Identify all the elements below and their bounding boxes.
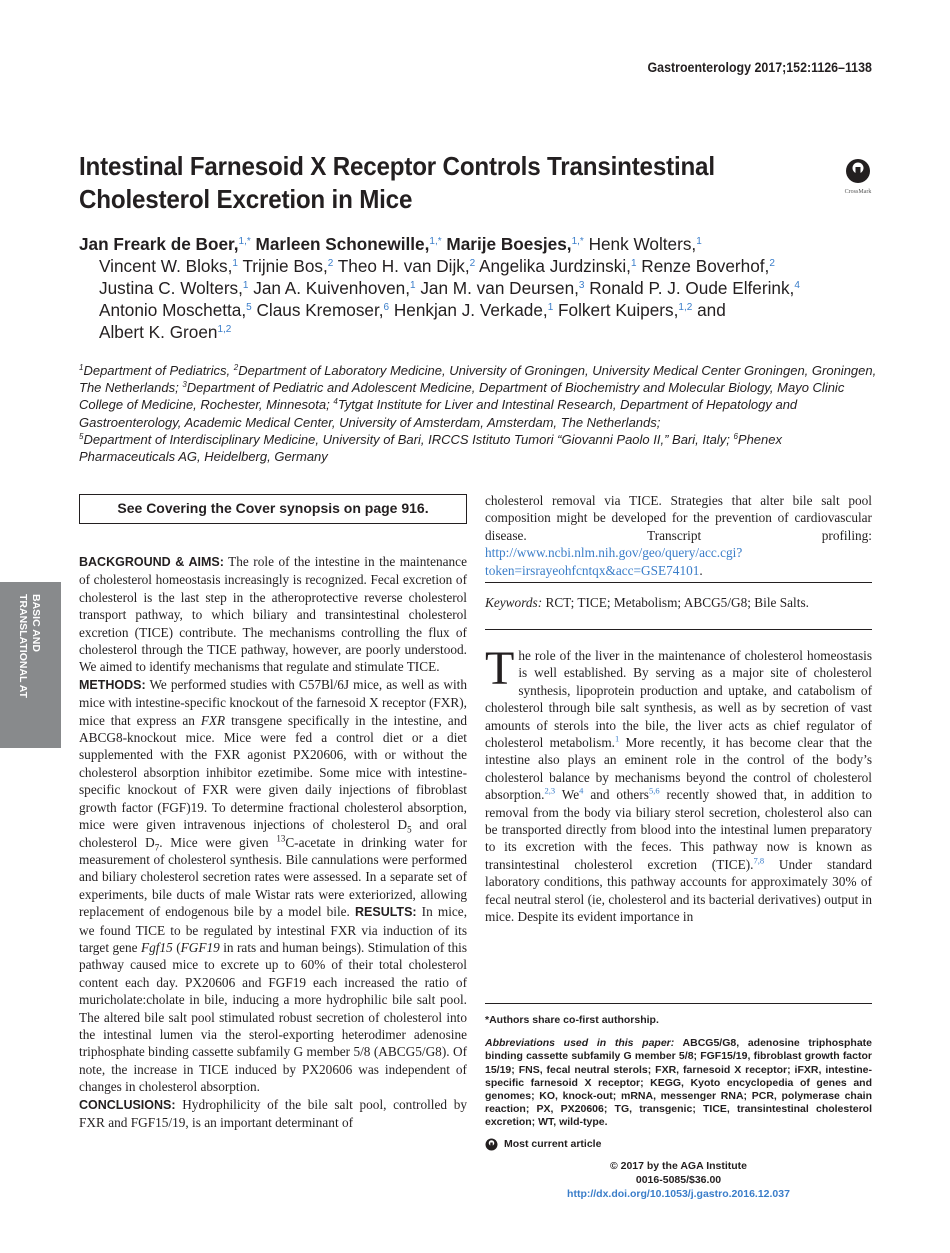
author-name: Jan A. Kuivenhoven, [248,278,410,298]
author-name: Angelika Jurdzinski, [475,256,631,276]
abstract-label: BACKGROUND & AIMS: [79,555,224,569]
author-name: Henkjan J. Verkade, [389,300,548,320]
author-sup: 1,* [429,236,442,247]
author-sup: 2 [469,258,476,269]
author-sup: 2 [327,258,334,269]
abstract-text: transgene specifically in the intestine, and ABCG8-knockout mice. Mice were fed a control diet or a diet supplemented with the FXR agonist PX20606, with or without the cholesterol absorption inhibitor ezetimibe. Some mice with intestine-specific knockout of FXR were given daily injections of fibroblast growth factor (FGF)19. To determine fractional cholesterol absorption, mice were given intravenous injections of cholesterol D [79,712,467,833]
side-tab-line: BASIC AND [30,594,42,652]
affiliations [79,362,879,465]
affil-text: Department of Pediatrics, [83,363,234,378]
abstract-sup: 13 [276,833,286,844]
author-name: Vincent W. Bloks, [99,256,233,276]
affil-text: Department of Interdisciplinary Medicine, University of Bari, IRCCS Istituto Tumori “Giovanni Paolo II,” Bari, Italy; [83,431,734,447]
abstract-text: ( [172,939,181,955]
abstract-text: The role of the intestine in the maintenance of cholesterol homeostasis increasingly is recognized. Fecal excretion of cholesterol is the last step in the atheroprotective reverse cholesterol transport pathway, to which biliary and transintestinal cholesterol excretion (TICE) contribute. The mechanisms controlling the flux of cholesterol through the TICE pathway, however, are poorly understood. We aimed to identify mechanisms that regulate and stimulate TICE. [79,554,467,675]
abbr-text: ABCG5/G8, adenosine triphosphate binding cassette subfamily G member 5/8; FGF15/19, fibroblast growth factor 15/19; FNS, fecal neutral sterols; FXR, farnesoid X receptor; iFXR, intestine-specific farnesoid X receptor; KEGG, Kyoto encyclopedia of genes and genomes; KO, knock-out; mRNA, messenger RNA; PCR, polymerase chain reaction; PX, PX20606; TG, transgenic; TICE, transintestinal cholesterol excretion; WT, wild-type. [485,1037,872,1129]
author-name: Jan M. van Deursen, [415,278,579,298]
affil-sup: 2 [233,363,239,372]
abbreviations [485,1037,872,1129]
affil-text: Department of Laboratory Medicine, University of Groningen, University Medical Center Groningen, Groningen, The Netherlands; [79,363,877,396]
body-para: and others [583,787,649,803]
abstract [79,553,467,1131]
most-current-article[interactable] [485,1138,872,1151]
abstract-label: RESULTS: [355,905,417,920]
author-sup: 5 [246,302,252,313]
title-line-2: Cholesterol Excretion in Mice [79,184,413,214]
body-para: We [555,787,580,803]
co-first-note: *Authors share co-first authorship. [485,1014,659,1026]
affil-sup: 1 [79,363,84,372]
abstract-text: We performed studies with C57Bl/6J mice, as well as with mice with intestine-specific knockout of the farnesoid X receptor (FXR), mice that express an [79,676,467,728]
keywords-text: RCT; TICE; Metabolism; ABCG5/G8; Bile Salts. [542,595,809,610]
author-name: Renze Boverhof, [636,256,770,276]
abstract-text: C-acetate in drinking water for measurement of cholesterol synthesis. Bile cannulations were performed and biliary cholesterol secretion rates were assessed. In a separate set of experiments, bile ducts of male Wistar rats were exteriorized, allowing replacement of endogenous bile by a model bile. [79,834,468,920]
author-name: Marleen Schonewille, [250,234,430,254]
author-sup: 1 [630,258,637,269]
author-sup: 6 [383,302,390,313]
author-sup: 1 [547,302,554,313]
author-line-3 [79,277,879,299]
crossmark-badge[interactable] [838,158,878,195]
author-sup: 1,* [238,236,251,247]
author-sup: 1 [232,258,238,269]
divider [485,1003,872,1004]
copyright: © 2017 by the AGA Institute [609,1159,748,1172]
author-sup: 1,* [571,236,584,247]
author-name: Ronald P. J. Oude Elferink, [584,278,795,298]
crossmark-small-icon [485,1138,498,1151]
author-line-4 [79,299,879,321]
citation-ref[interactable]: 1 [614,733,620,744]
abstract-italic: FGF19 [180,939,220,955]
abstract-text: and oral cholesterol D [79,817,467,850]
author-name: Jan Freark de Boer, [79,234,239,254]
doi-link[interactable]: http://dx.doi.org/10.1053/j.gastro.2016.12.037 [567,1187,790,1200]
title-line-1: Intestinal Farnesoid X Receptor Controls Transintestinal [79,151,715,181]
abstract-text: . Mice were given [159,834,277,850]
most-current-label: Most current article [504,1137,602,1150]
author-name: Folkert Kuipers, [553,300,679,320]
divider [485,629,872,630]
drop-cap: T [485,642,515,695]
keywords-label: Keywords: [485,595,543,610]
citation-ref[interactable]: 7,8 [753,855,765,866]
author-sup: 3 [578,280,585,291]
copyright-block [485,1159,872,1201]
abstract-italic: Fgf15 [141,939,173,955]
geo-link[interactable]: http://www.ncbi.nlm.nih.gov/geo/query/acc.cgi?token=irsrayeohfcntqx&acc=GSE74101 [485,545,743,578]
author-name: and [692,300,726,320]
author-name: Justina C. Wolters, [99,278,243,298]
abstract-italic: FXR [200,712,226,728]
abstract-sub: 5 [407,824,412,835]
body-para: Under standard laboratory conditions, this pathway accounts for approximately 30% of fecal neutral sterol (ie, cholesterol and its bacterial derivatives) output in mice. Despite its evident importance in [485,856,872,925]
side-tab-label [16,594,42,698]
abstract-text: Hydrophilicity of the bile salt pool, controlled by FXR and FGF15/19, is an important determinant of [79,1096,467,1130]
body-text [485,642,872,926]
abstract-label: CONCLUSIONS: [79,1097,176,1112]
cover-synopsis-box[interactable]: See Covering the Cover synopsis on page 916. [79,494,467,524]
body-para: recently showed that, in addition to removal from the body via biliary sterol secretion, cholesterol also can be transported directly from blood into the intestinal lumen preparatory to its excretion with the feces. This pathway now is known as transintestinal cholesterol excretion (TICE). [485,787,872,872]
body-para: More recently, it has become clear that the intestine also plays an eminent role in the control of the body’s cholesterol balance by mechanisms beyond the control of cholesterol absorption. [485,735,872,803]
affil-text: Tytgat Institute for Liver and Intestinal Research, Department of Hepatology and Gastroenterology, Academic Medical Center, University of Amsterdam, Amsterdam, The Netherlands; [79,397,798,430]
author-line-5 [79,321,879,343]
crossmark-label: CrossMark [844,189,872,195]
affil-text: Phenex Pharmaceuticals AG, Heidelberg, Germany [79,431,782,465]
abstract-text: In mice, we found TICE to be regulated by intestinal FXR via induction of its target gene [79,904,468,955]
affil-sup: 6 [733,431,738,441]
affil-sup: 3 [182,380,187,390]
author-name: Henk Wolters, [583,234,697,254]
citation-ref[interactable]: 4 [579,785,584,796]
divider [485,582,872,583]
author-sup: 2 [769,258,775,269]
abbr-label: Abbreviations used in this paper: [485,1037,675,1050]
author-sup: 4 [794,280,800,291]
abstract-continued [485,492,872,579]
journal-citation: Gastroenterology 2017;152:1126–1138 [647,60,872,75]
author-sup: 1 [242,280,249,291]
author-sup: 1 [696,236,702,247]
footnotes [485,1014,872,1201]
abstract-text: . [699,562,703,578]
affil-sup: 4 [333,397,338,407]
keywords [485,595,872,611]
issn: 0016-5085/$36.00 [635,1173,722,1186]
author-name: Marije Boesjes, [441,234,572,254]
affil-text: Department of Pediatric and Adolescent Medicine, Department of Biochemistry and Molecular Biology, Mayo Clinic College of Medicine, Rochester, Minnesota; [79,380,845,413]
crossmark-icon [845,158,871,184]
side-tab-line: TRANSLATIONAL AT [17,594,29,699]
citation-ref[interactable]: 2,3 [544,785,556,796]
article-title [79,150,749,216]
author-name: Albert K. Groen [99,322,218,342]
abstract-sub: 7 [154,842,160,853]
author-sup: 1,2 [678,302,693,313]
abstract-text: in rats and human beings). Stimulation of this pathway caused mice to excrete up to 60% of their total cholesterol content each day. PX20606 and FGF19 each increased the ratio of muricholate:cholate in bile, inducing a more hydrophilic bile salt pool. The altered bile salt pool stimulated robust secretion of cholesterol into the intestinal lumen via the sterol-exporting heterodimer adenosine triphosphate binding cassette subfamily G member 5/8 (ABCG5/G8). Of note, the increase in TICE induced by PX20606 was independent of changes in cholesterol absorption. [79,939,467,1095]
author-line-2 [79,255,879,277]
author-name: Antonio Moschetta, [99,300,247,320]
author-name: Theo H. van Dijk, [333,256,470,276]
author-name: Claus Kremoser, [251,300,384,320]
author-list [79,233,879,343]
author-sup: 1 [409,280,416,291]
author-name: Trijnie Bos, [237,256,328,276]
body-para: he role of the liver in the maintenance of cholesterol homeostasis is well established. By serving as a major site of cholesterol synthesis, lipoprotein production and uptake, and catabolism of cholesterol through bile salt synthesis, as well as by secretion of vast amounts of sterols into the bile, the liver acts as chief regulator of cholesterol metabolism. [485,648,872,751]
affil-sup: 5 [79,431,84,441]
author-sup: 1,2 [217,324,232,335]
abstract-text: cholesterol removal via TICE. Strategies that alter bile salt pool composition might be developed for the prevention of cardiovascular disease. Transcript profiling: [485,493,872,543]
abstract-label: METHODS: [79,677,146,692]
author-line-1 [79,233,879,255]
section-side-tab [0,582,61,748]
citation-ref[interactable]: 5,6 [648,785,660,796]
